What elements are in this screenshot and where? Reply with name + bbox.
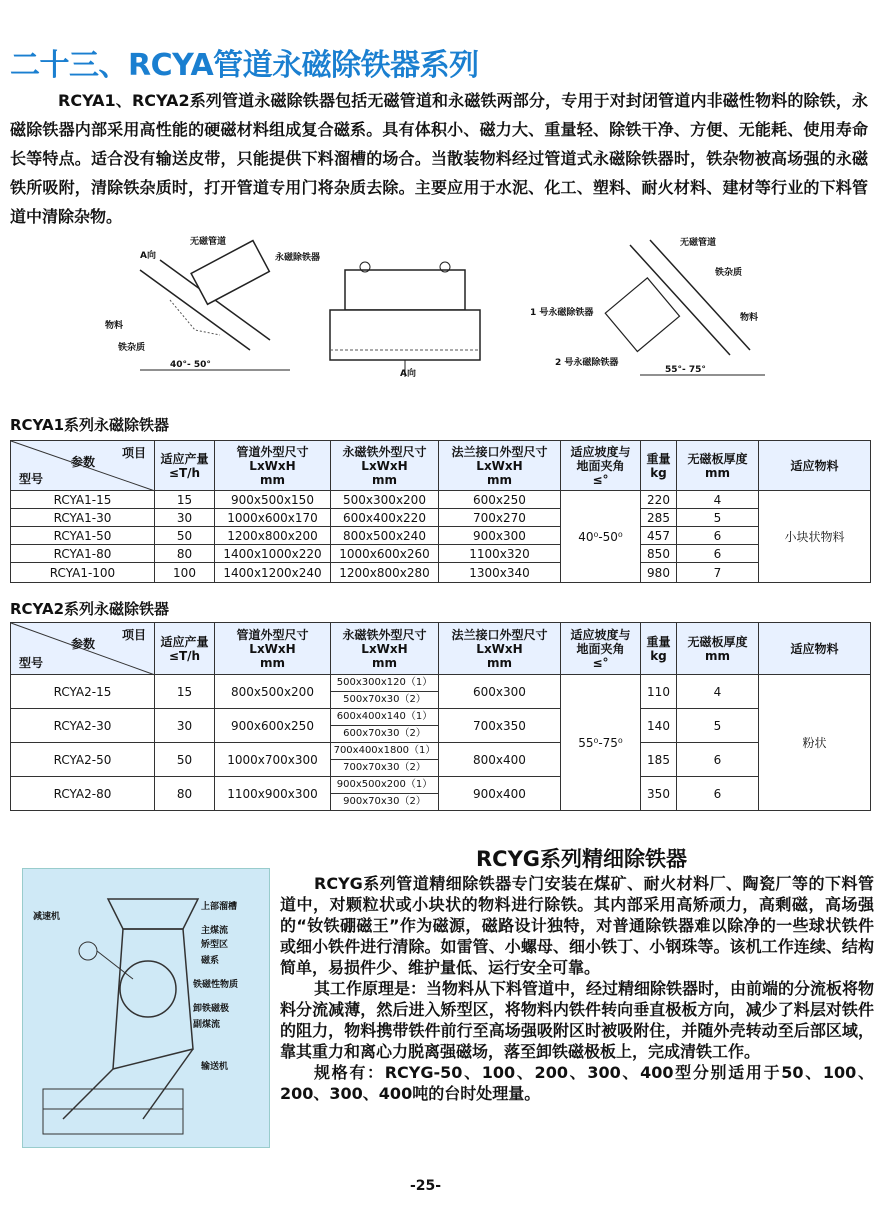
diagram3-label-material: 物料 <box>740 313 759 323</box>
rcyg-label-main-flow: 主煤流 <box>201 926 229 936</box>
table1-header-angle: 适应坡度与 地面夹角 ≤° <box>561 441 641 491</box>
table1-header-pipe: 管道外型尺寸 LxWxH mm <box>215 441 331 491</box>
diagram1-label-magnet: 永磁除铁器 <box>275 253 321 263</box>
table-row: RCYA1-15 15 900x500x150 500x300x200 600x250 40⁰-50⁰ 220 4 小块状物料 <box>11 491 871 509</box>
diagram-rcyg <box>22 868 270 1148</box>
page-number: -25- <box>410 1178 442 1194</box>
rcyg-para-2: 其工作原理是：当物料从下料管道中，经过精细除铁器时，由前端的分流板将物料分流减薄，然后进入矫型区，将物料内铁件转向垂直极板方向，减少了料层对铁件的阻力，物料携带铁件前行至高场强吸附区时被吸附住，并随外壳转动至后部区域，靠其重力和离心力脱离强磁场，落至卸铁磁极板上，完成清铁工作。 <box>280 979 875 1061</box>
diagram-rcya2-side <box>530 230 770 380</box>
table2-header-pipe: 管道外型尺寸 LxWxH mm <box>215 623 331 675</box>
rcyg-label-discharge-pole: 卸铁磁极 <box>193 1004 230 1014</box>
table-row: RCYA1-80 80 1400x1000x220 1000x600x260 1100x320 850 6 <box>11 545 871 563</box>
table2-corner: 项目 参数 型号 <box>11 623 155 675</box>
table1-header-material: 适应物料 <box>759 441 871 491</box>
diagram1-label-iron: 铁杂质 <box>118 343 146 353</box>
rcyg-label-reducer: 减速机 <box>33 912 61 922</box>
table2-material: 粉状 <box>759 675 871 811</box>
rcyg-label-shaping: 矫型区 <box>201 940 229 950</box>
intro-paragraph: RCYA1、RCYA2系列管道永磁除铁器包括无磁管道和永磁铁两部分，专用于对封闭管道内非磁性物料的除铁，永磁除铁器内部采用高性能的硬磁材料组成复合磁系。具有体积小、磁力大、重量轻、除铁干净、方便、无能耗、使用寿命长等特点。适合没有输送皮带，只能提供下料溜槽的场合。当散装物料经过管道式永磁除铁器时，铁杂物被高场强的永磁铁所吸附，清除铁杂质时，打开管道专用门将杂质去除。主要应用于水泥、化工、塑料、耐火材料、建材等行业的下料管道中清除杂物。 <box>10 91 868 226</box>
table2-header-flange: 法兰接口外型尺寸 LxWxH mm <box>439 623 561 675</box>
table-row: RCYA2-50 50 1000x700x300 700x400x1800（1） 800x400 185 6 <box>11 743 871 760</box>
diagram1-angle: 40°- 50° <box>170 360 211 370</box>
table2-header-plate: 无磁板厚度 mm <box>677 623 759 675</box>
table-row: RCYA1-50 50 1200x800x200 800x500x240 900x300 457 6 <box>11 527 871 545</box>
table-row: RCYA2-15 15 800x500x200 500x300x120（1） 600x300 55⁰-75⁰ 110 4 粉状 <box>11 675 871 692</box>
table2-header-weight: 重量 kg <box>641 623 677 675</box>
table1-caption: RCYA1系列永磁除铁器 <box>10 416 170 434</box>
rcyg-label-magnet-system: 磁系 <box>201 956 220 966</box>
table2-caption: RCYA2系列永磁除铁器 <box>10 600 170 618</box>
rcyg-para-3: 规格有：RCYG-50、100、200、300、400型分别适用于50、100、200、300、400吨的台时处理量。 <box>280 1063 874 1103</box>
diagram-rcya1-side <box>100 230 321 380</box>
table1-header-flange: 法兰接口外型尺寸 LxWxH mm <box>439 441 561 491</box>
table-rcya2: 项目 参数 型号 适应产量 ≤T/h 管道外型尺寸 LxWxH mm 永磁铁外型尺寸 LxWxH mm 法兰接口外型尺寸 LxWxH mm 适应坡度与 地面夹角 ≤° 重量 kg 无磁板厚度 mm 适应物料 RCYA2-15 15 800x500x200 500x300x120（1） 600x300 55⁰-75⁰ 110 4 粉状 500x70x30（2） RCYA2-30 30 900x600x250 600x400x140（1） 700x350 140 5 600x70x30（2） RCYA2-50 50 1000x700x300 700x400x1800（1） 800x400 185 6 700x70x30（2） RCYA2-80 80 1100x900x300 900x500x200（1） 900x400 350 6 900x70x30（2） <box>10 622 871 811</box>
table2-header-angle: 适应坡度与 地面夹角 ≤° <box>561 623 641 675</box>
diagram3-label-iron: 铁杂质 <box>715 268 743 278</box>
table-row: RCYA1-30 30 1000x600x170 600x400x220 700x270 285 5 <box>11 509 871 527</box>
table2-angle: 55⁰-75⁰ <box>561 675 641 811</box>
table-row: RCYA2-80 80 1100x900x300 900x500x200（1） 900x400 350 6 <box>11 777 871 794</box>
rcyg-para-1: RCYG系列管道精细除铁器专门安装在煤矿、耐火材料厂、陶瓷厂等的下料管道中，对颗粒状或小块状的物料进行除铁。其内部采用高矫顽力，高剩磁，高场强的“钕铁硼磁王”作为磁源，磁路设计独特，对普通除铁器难以除净的一些球状铁件或细小铁件进行清除。如雷管、小螺母、细小铁丁、小钢珠等。该机工作连续、结构简单，易损件少、维护量低、运行安全可靠。 <box>280 874 874 977</box>
table1-header-capacity: 适应产量 ≤T/h <box>155 441 215 491</box>
rcyg-label-chute: 上部溜槽 <box>201 902 238 912</box>
rcyg-text <box>280 873 874 1104</box>
diagram-rcya1-front <box>320 255 490 380</box>
diagram3-label-magnet2: 2 号永磁除铁器 <box>555 358 619 368</box>
table-row: RCYA2-30 30 900x600x250 600x400x140（1） 700x350 140 5 <box>11 709 871 726</box>
table1-material: 小块状物料 <box>759 491 871 583</box>
table2-header-magnet: 永磁铁外型尺寸 LxWxH mm <box>331 623 439 675</box>
table-row: RCYA1-100 100 1400x1200x240 1200x800x280 1300x340 980 7 <box>11 563 871 583</box>
page-title: 二十三、RCYA管道永磁除铁器系列 <box>10 48 479 83</box>
table1-corner: 项目 参数 型号 <box>11 441 155 491</box>
diagram1-label-pipe: 无磁管道 <box>190 237 227 247</box>
diagram1-label-direction: A向 <box>140 251 156 261</box>
rcyg-title: RCYG系列精细除铁器 <box>476 847 688 871</box>
table-rcya1 <box>10 440 871 583</box>
diagram1-label-material: 物料 <box>105 321 124 331</box>
table1-header-magnet: 永磁铁外型尺寸 LxWxH mm <box>331 441 439 491</box>
diagram3-angle: 55°- 75° <box>665 365 706 375</box>
diagram3-label-pipe: 无磁管道 <box>680 238 717 248</box>
rcyg-label-conveyor: 输送机 <box>201 1062 229 1072</box>
diagram2-label-direction: A向 <box>400 369 416 379</box>
rcyg-label-secondary-flow: 副煤流 <box>193 1020 221 1030</box>
table1-header-weight: 重量 kg <box>641 441 677 491</box>
diagram3-label-magnet1: 1 号永磁除铁器 <box>530 308 594 318</box>
table2-header-material: 适应物料 <box>759 623 871 675</box>
rcyg-label-ferromagnetic: 铁磁性物质 <box>193 980 239 990</box>
table1-angle: 40⁰-50⁰ <box>561 491 641 583</box>
table1-header-plate: 无磁板厚度 mm <box>677 441 759 491</box>
table2-header-capacity: 适应产量 ≤T/h <box>155 623 215 675</box>
